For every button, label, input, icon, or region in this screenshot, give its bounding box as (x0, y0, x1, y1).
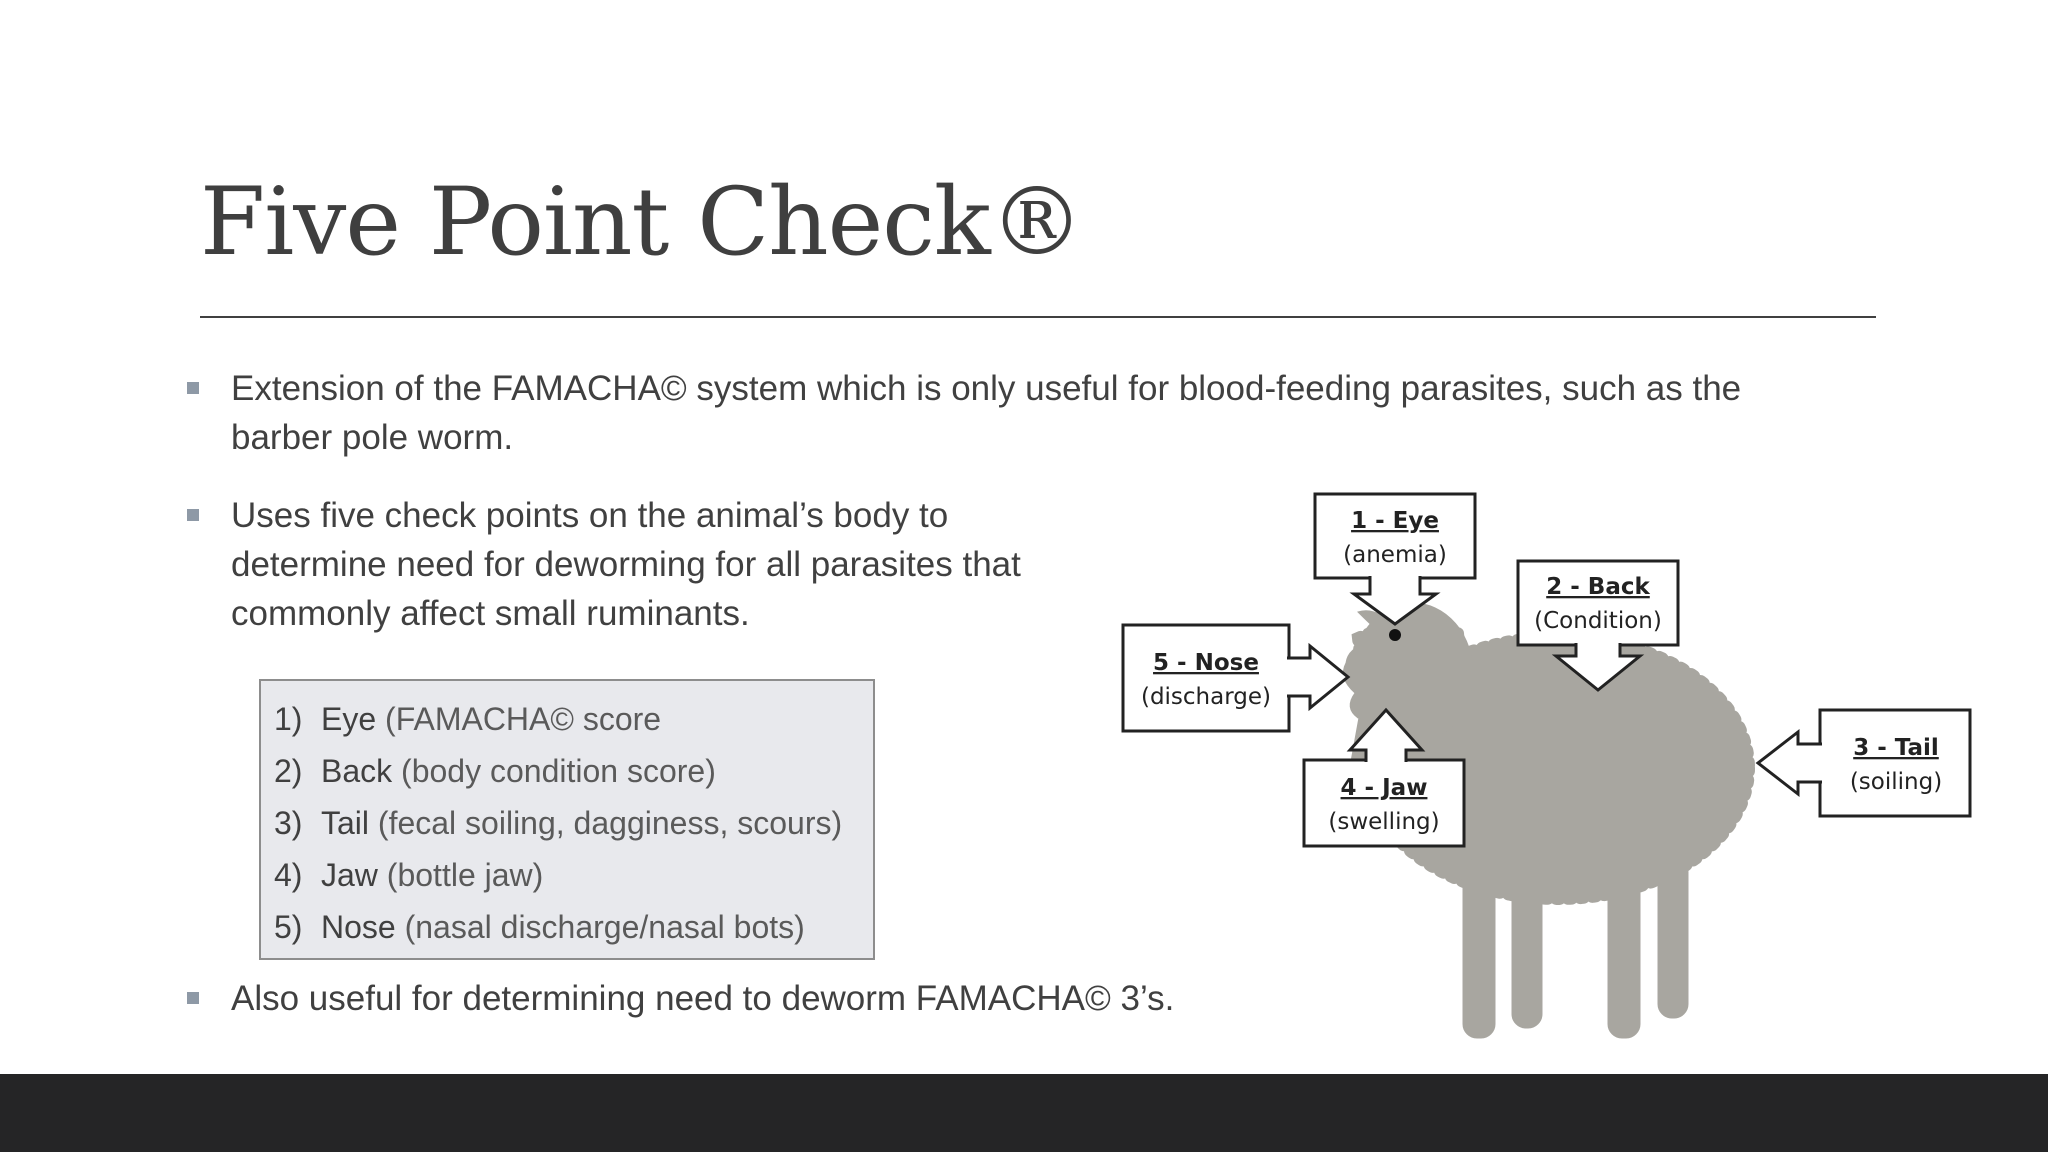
bullet-marker-icon (187, 382, 199, 394)
bullet-text-3: Also useful for determining need to deworm FAMACHA© 3’s. (231, 979, 1175, 1018)
arrow-left-icon (1758, 732, 1822, 794)
checklist-detail: (FAMACHA© score (376, 701, 662, 737)
label-tail (1758, 710, 1970, 816)
checklist-number: 3) (274, 805, 303, 841)
checklist-item-nose (274, 901, 873, 953)
checklist-name: Nose (321, 909, 396, 945)
title-divider (200, 316, 1876, 318)
label-tail-title: 3 - Tail (1853, 735, 1939, 761)
checklist-detail: (bottle jaw) (377, 857, 544, 893)
label-eye-title: 1 - Eye (1351, 508, 1439, 534)
label-nose-title: 5 - Nose (1153, 650, 1259, 676)
label-eye-sub: (anemia) (1343, 542, 1447, 568)
checklist-number: 4) (274, 857, 303, 893)
bullet-marker-icon (187, 992, 199, 1004)
bullet-text-2: Uses five check points on the animal’s body to determine need for deworming for all parasites that commonly affect small ruminants. (231, 496, 1021, 633)
checklist-box (259, 679, 875, 960)
footer-bar (0, 1074, 2048, 1152)
arrow-right-icon (1287, 646, 1348, 708)
label-jaw-sub: (swelling) (1328, 809, 1440, 835)
five-point-check-diagram (1118, 488, 1978, 1060)
label-tail-sub: (soiling) (1849, 769, 1943, 795)
checklist-item-jaw (274, 849, 873, 901)
bullet-marker-icon (187, 509, 199, 521)
checklist-name: Eye (321, 701, 377, 737)
label-jaw-title: 4 - Jaw (1340, 775, 1428, 801)
label-back-title: 2 - Back (1546, 574, 1650, 600)
checklist-name: Back (321, 753, 393, 789)
slide-title: Five Point Check® (200, 168, 1083, 277)
checklist-item-tail (274, 797, 873, 849)
checklist-number: 1) (274, 701, 303, 737)
eye-marker-icon (1389, 629, 1401, 641)
checklist-item-back (274, 745, 873, 797)
checklist-name: Jaw (321, 857, 378, 893)
checklist-name: Tail (321, 805, 370, 841)
label-eye (1315, 494, 1475, 624)
checklist-detail: (nasal discharge/nasal bots) (395, 909, 805, 945)
checklist-number: 5) (274, 909, 303, 945)
checklist-detail: (fecal soiling, dagginess, scours) (369, 805, 843, 841)
checklist-number: 2) (274, 753, 303, 789)
label-back-sub: (Condition) (1534, 608, 1662, 634)
label-nose-sub: (discharge) (1140, 684, 1272, 710)
checklist-detail: (body condition score) (392, 753, 716, 789)
bullet-text-1: Extension of the FAMACHA© system which is only useful for blood-feeding parasites, such as the barber pole worm. (231, 369, 1742, 457)
label-nose (1123, 625, 1348, 731)
checklist-item-eye (274, 693, 873, 745)
